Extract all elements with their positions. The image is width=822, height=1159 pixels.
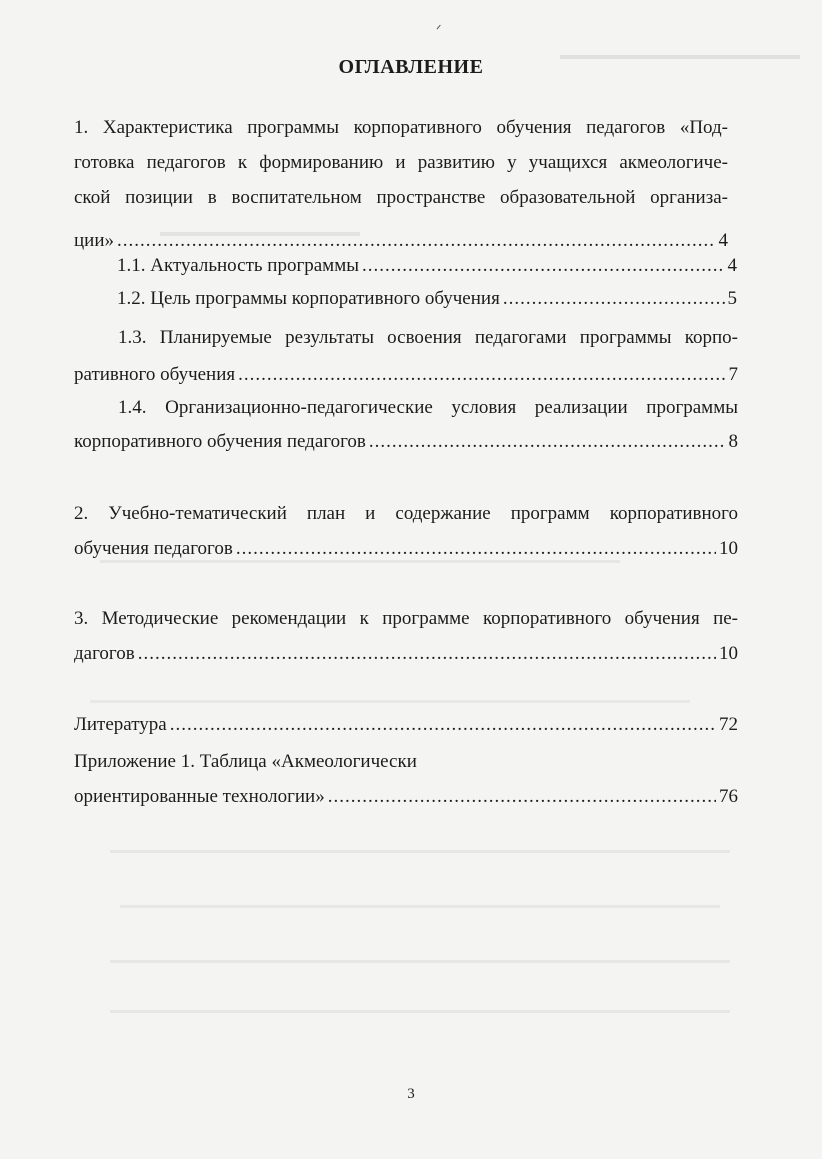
toc-entry-text: дагогов xyxy=(74,643,135,664)
toc-entry xyxy=(117,289,737,309)
toc-entry-text: ции» xyxy=(74,230,115,251)
toc-entry-text: 3. Методические рекомендации к программе корпоративного обучения пе- xyxy=(74,608,738,629)
page-number: 3 xyxy=(407,1086,415,1102)
toc-entry xyxy=(74,609,738,664)
toc-page-number: 72 xyxy=(719,714,738,735)
toc-entry-text: 1.2. Цель программы корпоративного обучения xyxy=(117,288,500,309)
toc-entry-text: 2. Учебно-тематический план и содержание программ корпоративного xyxy=(74,503,738,524)
dot-leader xyxy=(369,432,726,452)
dot-leader xyxy=(238,365,725,385)
toc-page-number: 4 xyxy=(718,230,728,251)
toc-entry xyxy=(117,256,737,276)
scan-mark: ᐟ xyxy=(436,22,442,37)
toc-entry-text: готовка педагогов к формированию и развитию у учащихся акмеологиче- xyxy=(74,152,728,173)
dot-leader xyxy=(362,256,725,276)
page-title: ОГЛАВЛЕНИЕ xyxy=(338,56,484,78)
toc-entry-text: корпоративного обучения педагогов xyxy=(74,431,366,452)
dot-leader xyxy=(328,787,716,807)
dot-leader xyxy=(236,539,716,559)
toc-page-number: 10 xyxy=(719,643,738,664)
toc-page-number: 5 xyxy=(727,288,737,309)
dot-leader xyxy=(138,644,716,664)
dot-leader xyxy=(170,715,716,735)
toc-entry xyxy=(74,118,728,251)
toc-entry-text: 1. Характеристика программы корпоративного обучения педагогов «Под- xyxy=(74,117,728,138)
toc-page-number: 4 xyxy=(727,255,737,276)
toc-page-number: 7 xyxy=(728,364,738,385)
toc-entry xyxy=(74,752,738,807)
toc-entry xyxy=(74,504,738,559)
dot-leader xyxy=(503,289,725,309)
toc-entry-text: ративного обучения xyxy=(74,364,236,385)
toc-entry-text: Литература xyxy=(74,714,167,735)
toc-entry-text: ской позиции в воспитательном пространстве образовательной организа- xyxy=(74,187,728,208)
dot-leader xyxy=(117,231,715,251)
toc-entry-text: 1.4. Организационно-педагогические условия реализации программы xyxy=(118,397,738,418)
toc-page-number: 10 xyxy=(719,538,738,559)
toc-page-number: 8 xyxy=(728,431,738,452)
toc-page-number: 76 xyxy=(719,786,738,807)
toc-entry-text: 1.1. Актуальность программы xyxy=(117,255,359,276)
toc-entry-text: обучения педагогов xyxy=(74,538,233,559)
toc-entry xyxy=(74,398,738,452)
toc-entry-text: 1.3. Планируемые результаты освоения педагогами программы корпо- xyxy=(118,327,738,348)
toc-entry xyxy=(74,328,738,385)
toc-entry-text: ориентированные технологии» xyxy=(74,786,325,807)
toc-entry-text: Приложение 1. Таблица «Акмеологически xyxy=(74,751,417,772)
toc-entry xyxy=(74,715,738,735)
